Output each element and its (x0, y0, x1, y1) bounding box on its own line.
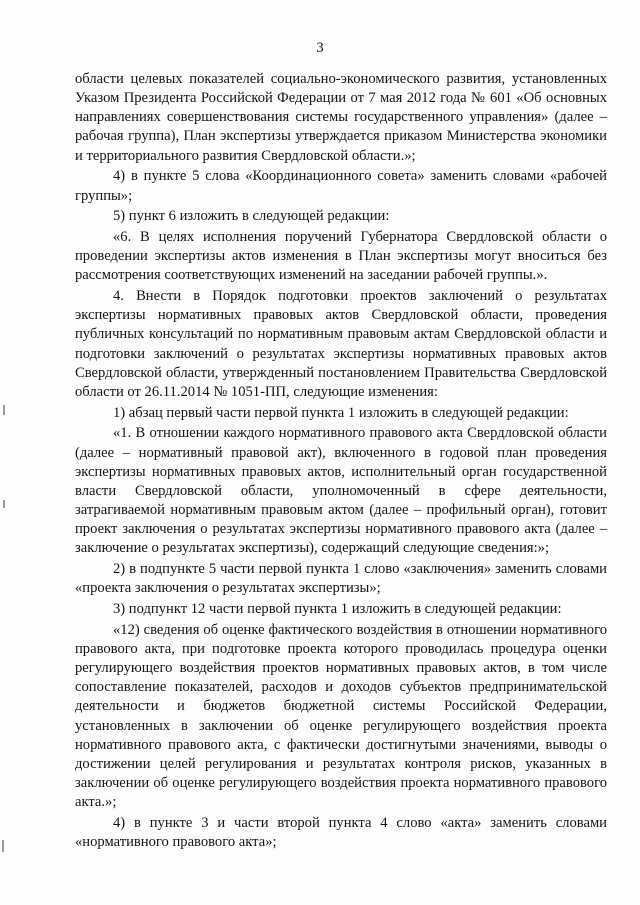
document-body (75, 70, 607, 854)
scan-edge-mark (3, 405, 5, 415)
paragraph-quote-1: «1. В отношении каждого нормативного правового акта Свердловской области (далее – нормативный правовой акт), включенного в годовой план проведения экспертизы нормативных правовых актов, исполнительный орган государственной власти Свердловской области, уполномоченный в сфере деятельности, затрагиваемой нормативным правовым актом (далее – профильный орган), готовит проект заключения о результатах экспертизы нормативного правового акта (далее – заключение о результатах экспертизы), содержащий следующие сведения:»; (75, 425, 607, 557)
paragraph-item-2: 2) в подпункте 5 части первой пункта 1 слово «заключения» заменить словами «проекта заключения о результатах экспертизы»; (75, 561, 607, 597)
paragraph-item-4-koordinacionnyj-sovet: 4) в пункте 5 слова «Координационного совета» заменить словами «рабочей группы»; (75, 168, 607, 204)
paragraph-continuation: области целевых показателей социально-экономического развития, установленных Указом Президента Российской Федерации от 7 мая 2012 года № 601 «Об основных направлениях совершенствования системы государственного управления» (далее – рабочая группа), План экспертизы утверждается приказом Министерства экономики и территориального развития Свердловской области.»; (75, 71, 607, 164)
paragraph-item-4-akt: 4) в пункте 3 и части второй пункта 4 слово «акта» заменить словами «нормативного правового акта»; (75, 814, 607, 851)
paragraph-section-4: 4. Внести в Порядок подготовки проектов заключений о результатах экспертизы нормативных правовых актов Свердловской области, проведения публичных консультаций по нормативным правовым актам Свердловской области и подготовки заключений о результатах экспертизы нормативных правовых актов Свердловской области, утвержденный постановлением Правительства Свердловской области от 26.11.2014 № 1051-ПП, следующие изменения: (75, 288, 607, 400)
paragraph-item-3: 3) подпункт 12 части первой пункта 1 изложить в следующей редакции: (113, 600, 562, 617)
page-number: 3 (316, 40, 324, 56)
scan-edge-mark (2, 840, 4, 852)
scan-edge-mark (3, 500, 5, 508)
paragraph-quote-12: «12) сведения об оценке фактического воздействия в отношении нормативного правового акта, при подготовке проекта которого проводилась процедура оценки регулирующего воздействия проектов нормативных правовых актов, в том числе сопоставление показателей, расходов и доходов субъектов предпринимательской деятельности и бюджетов бюджетной системы Российской Федерации, установленных в заключении об оценке регулирующего воздействия проекта нормативного правового акта, с фактически достигнутыми значениями, выводы о достижении целей регулирования и результатах контроля рисков, указанных в заключении об оценке регулирующего воздействия проекта нормативного правового акта.»; (75, 621, 607, 811)
paragraph-item-5: 5) пункт 6 изложить в следующей редакции: (113, 208, 390, 225)
paragraph-item-1: 1) абзац первый части первой пункта 1 изложить в следующей редакции: (113, 404, 569, 421)
paragraph-quote-6: «6. В целях исполнения поручений Губернатора Свердловской области о проведении экспертизы актов изменения в План экспертизы могут вноситься без рассмотрения соответствующих изменений на заседании рабочей группы.». (75, 229, 607, 284)
